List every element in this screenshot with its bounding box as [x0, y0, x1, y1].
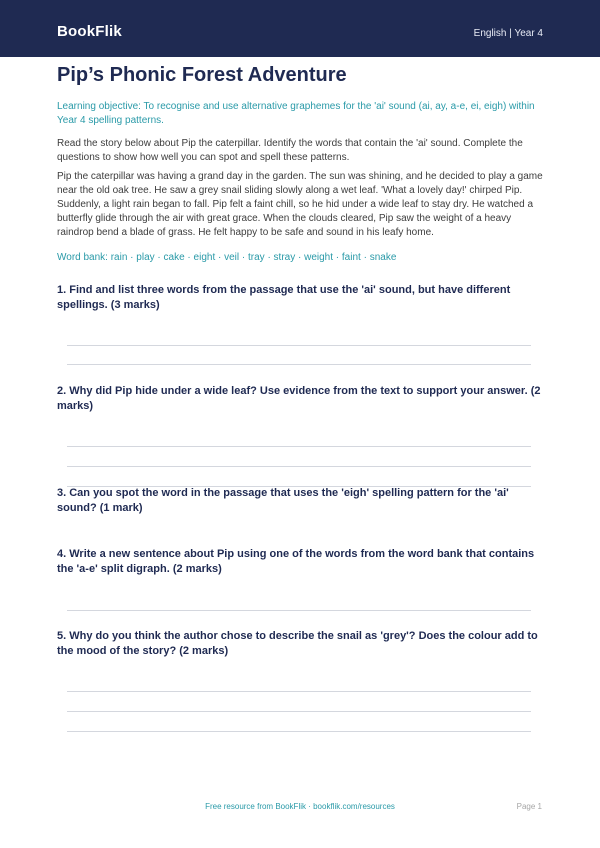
answer-line[interactable]	[67, 711, 531, 712]
word-bank: Word bank: rain · play · cake · eight · veil · tray · stray · weight · faint · snake	[57, 252, 397, 263]
page-number: Page 1	[516, 802, 542, 811]
question-5: 5. Why do you think the author chose to describe the snail as 'grey'? Does the colour add to the mood of the story? (2 marks)	[57, 630, 538, 657]
page-title: Pip’s Phonic Forest Adventure	[57, 64, 347, 86]
footer-resource-link[interactable]: Free resource from BookFlik · bookflik.com/resources	[205, 802, 395, 811]
answer-line[interactable]	[67, 446, 531, 447]
subject-year-label: English | Year 4	[473, 28, 543, 39]
brand-logo-text: BookFlik	[57, 23, 122, 40]
answer-line[interactable]	[67, 691, 531, 692]
page-header	[0, 0, 600, 57]
question-1: 1. Find and list three words from the passage that use the 'ai' sound, but have different spellings. (3 marks)	[57, 284, 511, 311]
answer-line[interactable]	[67, 610, 531, 611]
answer-line[interactable]	[67, 345, 531, 346]
question-2: 2. Why did Pip hide under a wide leaf? Use evidence from the text to support your answer. (2 marks)	[57, 385, 541, 412]
answer-line[interactable]	[67, 731, 531, 732]
story-passage: Pip the caterpillar was having a grand day in the garden. The sun was shining, and he decided to play a game near the old oak tree. He saw a grey snail sliding slowly along a wet leaf. 'What a lovely day!' chirped Pip. Suddenly, a light rain began to fall. Pip felt a faint chill, so he hid under a wide leaf to stay dry. He watched a butterfly glide through the air with great grace. When the clouds cleared, Pip saw the weight of a heavy raindrop bend a blade of grass. He felt happy to be safe and sound in his leafy home.	[57, 171, 543, 238]
question-4: 4. Write a new sentence about Pip using one of the words from the word bank that contains the 'a-e' split digraph. (2 marks)	[57, 548, 535, 575]
answer-line[interactable]	[67, 364, 531, 365]
instructions-text: Read the story below about Pip the caterpillar. Identify the words that contain the 'ai' sound. Complete the questions to show how well you can spot and spell these patterns.	[57, 138, 523, 163]
question-3: 3. Can you spot the word in the passage that uses the 'eigh' spelling pattern for the 'ai' sound? (1 mark)	[57, 487, 509, 514]
learning-objective: Learning objective: To recognise and use alternative graphemes for the 'ai' sound (ai, ay, a-e, ei, eigh) within Year 4 spelling patterns.	[57, 101, 535, 126]
answer-line[interactable]	[67, 466, 531, 467]
